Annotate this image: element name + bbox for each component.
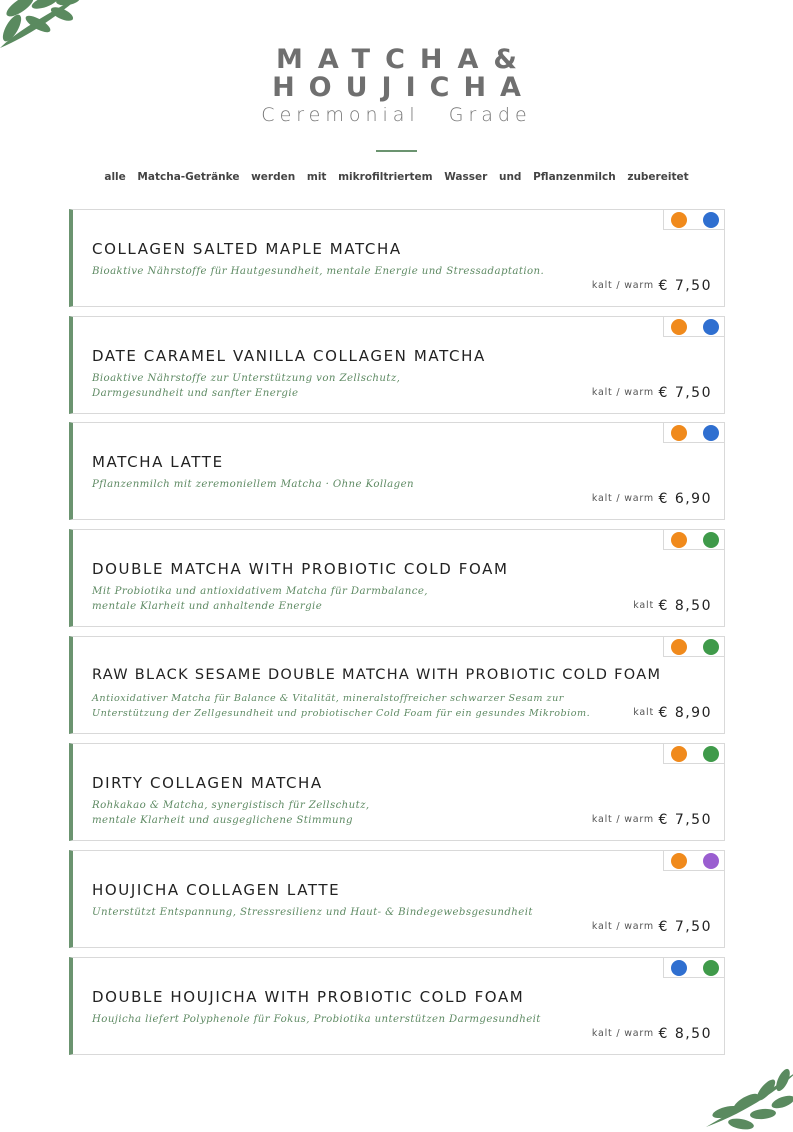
item-description-line: Mit Probiotika und antioxidativem Matcha für Darmbalance, (92, 586, 428, 597)
indicator-dots (663, 636, 725, 657)
item-description (92, 477, 632, 492)
indicator-dot-icon (671, 853, 687, 869)
item-description (92, 584, 632, 614)
indicator-dots (663, 316, 725, 337)
item-price: € 8,50 (658, 598, 712, 614)
menu-item-card (69, 850, 725, 948)
item-price: € 7,50 (658, 812, 712, 828)
indicator-dot-icon (671, 639, 687, 655)
item-description-line: Bioaktive Nährstoffe für Hautgesundheit, mentale Energie und Stressadaptation. (92, 266, 545, 277)
indicator-dot-icon (671, 532, 687, 548)
divider (376, 150, 417, 152)
item-name: DOUBLE HOUJICHA WITH PROBIOTIC COLD FOAM (92, 988, 525, 1006)
item-description (92, 371, 632, 401)
item-temperature: kalt / warm (591, 280, 654, 291)
indicator-dot-icon (671, 212, 687, 228)
indicator-dot-icon (703, 639, 719, 655)
item-description-line: Darmgesundheit und sanfter Energie (92, 388, 299, 399)
indicator-dot-icon (703, 532, 719, 548)
item-description (92, 1012, 632, 1027)
indicator-dot-icon (703, 212, 719, 228)
item-description-line: Antioxidativer Matcha für Balance & Vitalität, mineralstoffreicher schwarzer Sesam zur (92, 693, 564, 704)
item-name: DATE CARAMEL VANILLA COLLAGEN MATCHA (92, 347, 486, 365)
item-temperature: kalt / warm (591, 387, 654, 398)
menu-item-card (69, 529, 725, 627)
item-name: MATCHA LATTE (92, 453, 224, 471)
menu-item-card (69, 316, 725, 414)
indicator-dot-icon (703, 960, 719, 976)
item-price: € 7,50 (658, 919, 712, 935)
item-temperature: kalt (633, 600, 654, 611)
page-subtitle: Ceremonial Grade (261, 104, 532, 126)
item-description-line: Unterstützung der Zellgesundheit und probiotischer Cold Foam für ein gesundes Mikrobiom. (92, 708, 591, 719)
item-price: € 8,90 (658, 705, 712, 721)
item-description-line: Pflanzenmilch mit zeremoniellem Matcha · Ohne Kollagen (92, 479, 414, 490)
indicator-dots (663, 850, 725, 871)
item-description-line: Bioaktive Nährstoffe zur Unterstützung von Zellschutz, (92, 373, 401, 384)
menu-item-card (69, 957, 725, 1055)
item-name: HOUJICHA COLLAGEN LATTE (92, 881, 341, 899)
item-temperature: kalt / warm (591, 1028, 654, 1039)
item-description (92, 905, 632, 920)
item-price: € 6,90 (658, 491, 712, 507)
item-name: DIRTY COLLAGEN MATCHA (92, 774, 323, 792)
menu-item-card (69, 743, 725, 841)
item-description (92, 798, 632, 828)
indicator-dot-icon (671, 960, 687, 976)
item-price: € 7,50 (658, 385, 712, 401)
item-name: COLLAGEN SALTED MAPLE MATCHA (92, 240, 402, 258)
indicator-dot-icon (703, 746, 719, 762)
indicator-dot-icon (671, 319, 687, 335)
item-name: DOUBLE MATCHA WITH PROBIOTIC COLD FOAM (92, 560, 509, 578)
item-temperature: kalt / warm (591, 493, 654, 504)
item-name: RAW BLACK SESAME DOUBLE MATCHA WITH PROBIOTIC COLD FOAM (92, 667, 662, 683)
indicator-dot-icon (671, 425, 687, 441)
item-description-line: Houjicha liefert Polyphenole für Fokus, Probiotika unterstützen Darmgesundheit (92, 1014, 541, 1025)
indicator-dot-icon (703, 425, 719, 441)
indicator-dots (663, 957, 725, 978)
item-description-line: mentale Klarheit und ausgeglichene Stimmung (92, 815, 353, 826)
item-price: € 7,50 (658, 278, 712, 294)
indicator-dots (663, 209, 725, 230)
item-description-line: mentale Klarheit und anhaltende Energie (92, 601, 323, 612)
item-temperature: kalt / warm (591, 814, 654, 825)
item-description-line: Unterstützt Entspannung, Stressresilienz und Haut- & Bindegewebsgesundheit (92, 907, 533, 918)
menu-item-card (69, 209, 725, 307)
indicator-dots (663, 743, 725, 764)
item-description-line: Rohkakao & Matcha, synergistisch für Zellschutz, (92, 800, 370, 811)
indicator-dot-icon (671, 746, 687, 762)
item-description (92, 264, 632, 279)
indicator-dots (663, 422, 725, 443)
indicator-dot-icon (703, 853, 719, 869)
item-price: € 8,50 (658, 1026, 712, 1042)
item-temperature: kalt (633, 707, 654, 718)
menu-item-card (69, 636, 725, 734)
item-description (92, 691, 652, 721)
page-title-line-2: HOUJICHA (272, 72, 535, 103)
indicator-dot-icon (703, 319, 719, 335)
indicator-dots (663, 529, 725, 550)
page-title-line-1: MATCHA& (276, 44, 532, 75)
menu-item-card (69, 422, 725, 520)
item-temperature: kalt / warm (591, 921, 654, 932)
preparation-note: alle Matcha-Getränke werden mit mikrofiltriertem Wasser und Pflanzenmilch zubereitet (104, 171, 689, 183)
